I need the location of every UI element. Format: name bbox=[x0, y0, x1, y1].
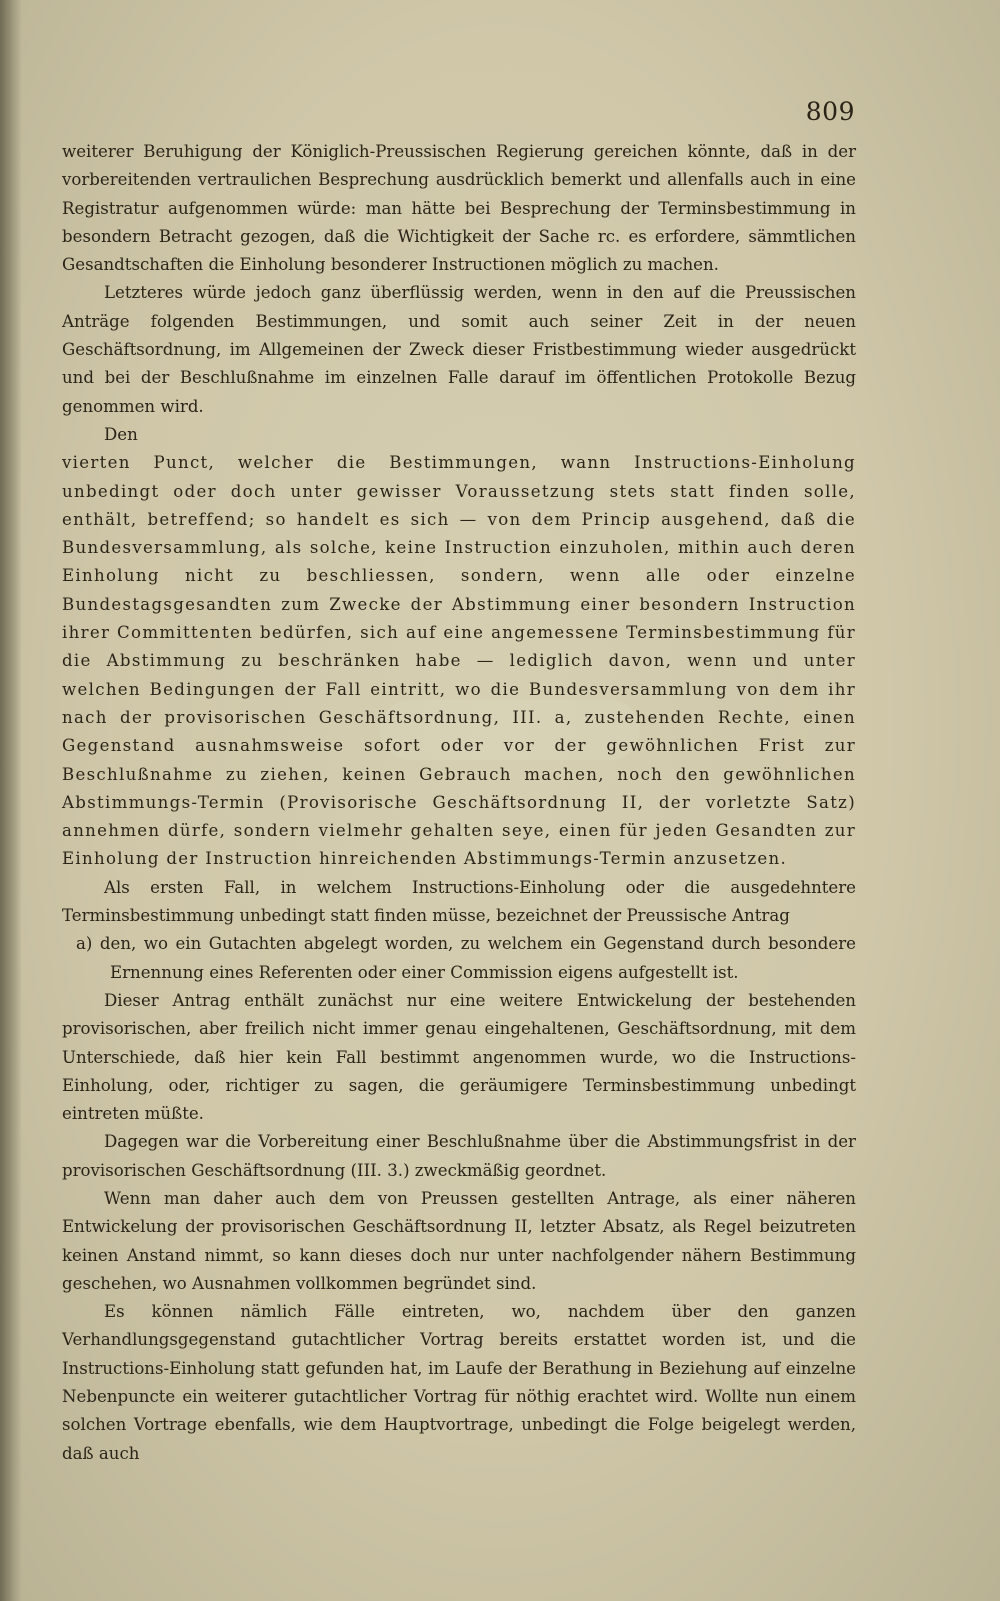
paragraph: Dieser Antrag enthält zunächst nur eine weitere Entwickelung der bestehenden provisorischen, aber freilich nicht immer genau eingehaltenen, Geschäftsordnung, mit dem Unterschiede, daß hier kein Fall bestimmt angenommen wurde, wo die Instructions-Einholung, oder, richtiger zu sagen, die geräumigere Terminsbestimmung unbedingt eintreten müßte. bbox=[62, 990, 856, 1124]
list-item-text: den, wo ein Gutachten abgelegt worden, zu welchem ein Gegenstand durch besondere Ernennung eines Referenten oder einer Commission eigens aufgestellt ist. bbox=[99, 934, 856, 982]
paragraph: Letzteres würde jedoch ganz überflüssig werden, wenn in den auf die Preussischen Anträge folgenden Bestimmungen, und somit auch seiner Zeit in der neuen Geschäftsordnung, im Allgemeinen der Zweck dieser Fristbestimmung wieder ausgedrückt und bei der Beschlußnahme im einzelnen Falle darauf im öffentlichen Protokolle Bezug genommen wird. bbox=[62, 283, 856, 416]
paragraph: Wenn man daher auch dem von Preussen gestellten Antrage, als einer näheren Entwickelung der provisorischen Geschäftsordnung II, letzter Absatz, als Regel beizutreten keinen Anstand nimmt, so kann dieses doch nur unter nachfolgender nähern Bestimmung geschehen, wo Ausnahmen vollkommen begründet sind. bbox=[62, 1188, 856, 1293]
paragraph: Als ersten Fall, in welchem Instructions-Einholung oder die ausgedehntere Terminsbestimmung unbedingt statt finden müsse, bezeichnet der Preussische Antrag bbox=[62, 877, 856, 926]
binding-gutter bbox=[0, 0, 22, 1601]
list-item bbox=[62, 930, 856, 987]
paragraph: vierten Punct, welcher die Bestimmungen, wann Instructions-Einholung unbedingt oder doch unter gewisser Voraussetzung stets statt finden solle, enthält, betreffend; so handelt es sich — von dem Princip ausgehend, daß die Bundesversammlung, als solche, keine Instruction einzuholen, mithin auch deren Einholung nicht zu beschliessen, sondern, wenn alle oder einzelne Bundestagsgesandten zum Zwecke der Abstimmung einer besondern Instruction ihrer Committenten bedürfen, sich auf eine angemessene Terminsbestimmung für die Abstimmung zu beschränken habe — lediglich davon, wenn und unter welchen Bedingungen der Fall eintritt, wo die Bundesversammlung von dem ihr nach der provisorischen Geschäftsordnung, III. a, zustehenden Rechte, einen Gegenstand ausnahmsweise sofort oder vor der gewöhnlichen Frist zur Beschlußnahme zu ziehen, keinen Gebrauch machen, noch den gewöhnlichen Abstimmungs-Termin (Provisorische Geschäftsordnung II, der vorletzte Satz) annehmen dürfe, sondern vielmehr gehalten seye, einen für jeden Gesandten zur Einholung der Instruction hinreichenden Abstimmungs-Termin anzusetzen. bbox=[62, 453, 856, 869]
paragraph: Den bbox=[104, 424, 138, 444]
body-text bbox=[62, 138, 856, 1468]
list-item-label: a) bbox=[76, 934, 93, 954]
paragraph: Es können nämlich Fälle eintreten, wo, nachdem über den ganzen Verhandlungsgegenstand gutachtlicher Vortrag bereits erstattet worden ist, und die Instructions-Einholung statt gefunden hat, im Laufe der Berathung in Beziehung auf einzelne Nebenpuncte ein weiterer gutachtlicher Vortrag für nöthig erachtet wird. Wollte nun einem solchen Vortrage ebenfalls, wie dem Hauptvortrage, unbedingt die Folge beigelegt werden, daß auch bbox=[62, 1302, 856, 1463]
paragraph: weiterer Beruhigung der Königlich-Preussischen Regierung gereichen könnte, daß in der vorbereitenden vertraulichen Besprechung ausdrücklich bemerkt und allenfalls auch in eine Registratur aufgenommen würde: man hätte bei Besprechung der Terminsbestimmung in besondern Betracht gezogen, daß die Wichtigkeit der Sache rc. es erfordere, sämmtlichen Gesandtschaften die Einholung besonderer Instructionen möglich zu machen. bbox=[62, 142, 856, 275]
page-number: 809 bbox=[805, 97, 855, 126]
paragraph: Dagegen war die Vorbereitung einer Beschlußnahme über die Abstimmungsfrist in der provisorischen Geschäftsordnung (III. 3.) zweckmäßig geordnet. bbox=[62, 1132, 856, 1180]
